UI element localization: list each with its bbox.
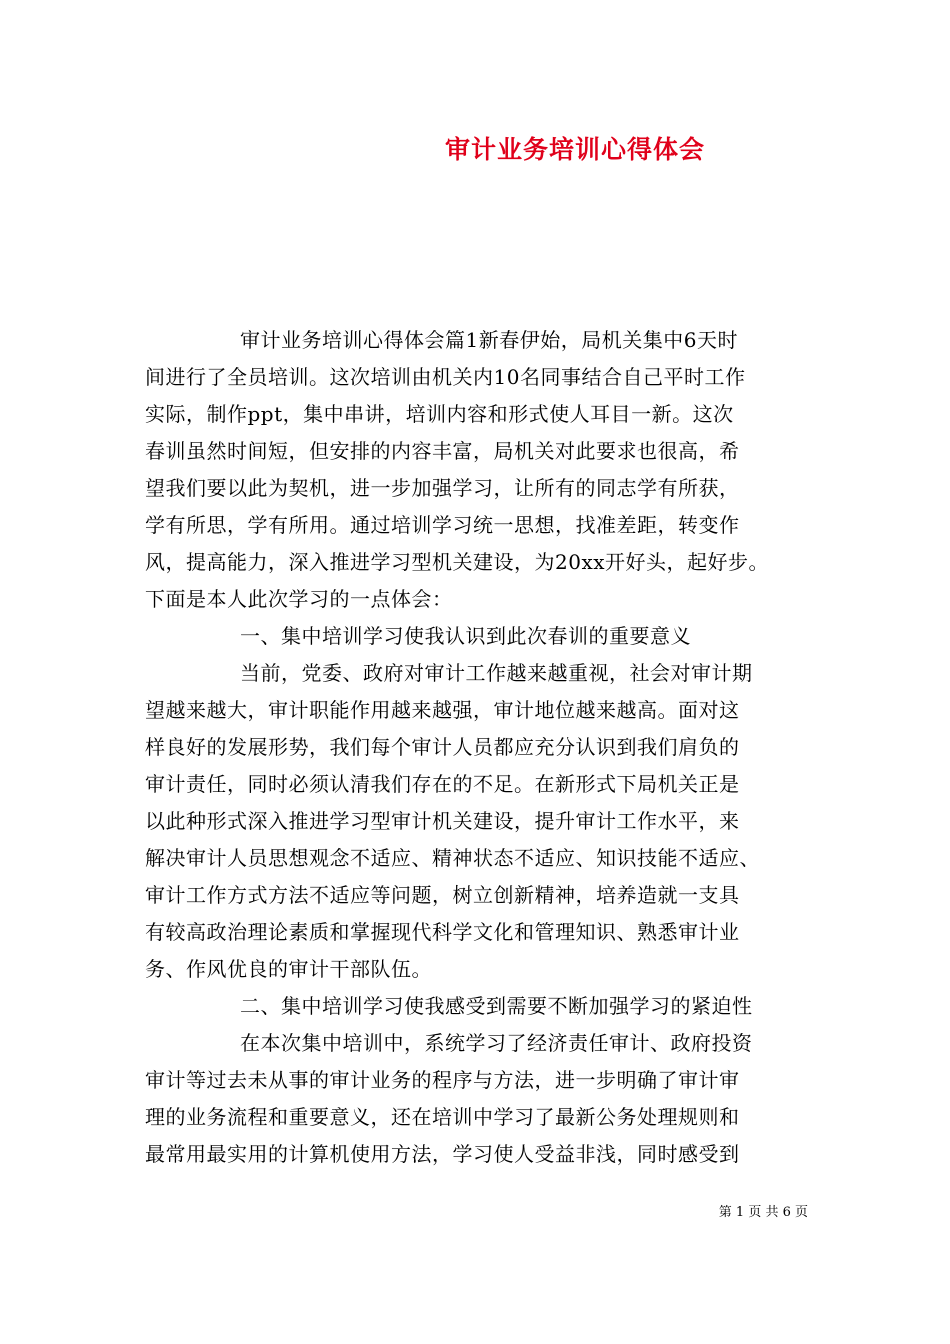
text-line: 审计责任，同时必须认清我们存在的不足。在新形式下局机关正是 bbox=[145, 772, 740, 796]
text-line: 间进行了全员培训。这次培训由机关内10名同事结合自己平时工作 bbox=[145, 365, 746, 389]
text-line: 春训虽然时间短，但安排的内容丰富，局机关对此要求也很高，希 bbox=[145, 439, 740, 463]
document-title: 审计业务培训心得体会 bbox=[444, 135, 705, 164]
page-number: 第 1 页 共 6 页 bbox=[718, 1205, 808, 1220]
text-line: 望我们要以此为契机，进一步加强学习，让所有的同志学有所获， bbox=[145, 476, 740, 500]
text-line: 以此种形式深入推进学习型审计机关建设，提升审计工作水平，来 bbox=[145, 809, 740, 833]
text-line: 当前，党委、政府对审计工作越来越重视，社会对审计期 bbox=[240, 661, 753, 685]
text-line: 一、集中培训学习使我认识到此次春训的重要意义 bbox=[240, 624, 691, 648]
text-line: 学有所思，学有所用。通过培训学习统一思想，找准差距，转变作 bbox=[145, 513, 740, 537]
document-title-block bbox=[0, 130, 950, 170]
text-line: 最常用最实用的计算机使用方法，学习使人受益非浅，同时感受到 bbox=[145, 1142, 740, 1166]
text-line: 审计业务培训心得体会篇1新春伊始，局机关集中6天时 bbox=[240, 328, 738, 352]
text-line: 在本次集中培训中，系统学习了经济责任审计、政府投资 bbox=[240, 1031, 753, 1055]
text-line: 理的业务流程和重要意义，还在培训中学习了最新公务处理规则和 bbox=[145, 1105, 740, 1129]
document-body bbox=[145, 322, 830, 1173]
text-line: 二、集中培训学习使我感受到需要不断加强学习的紧迫性 bbox=[240, 994, 753, 1018]
text-line: 下面是本人此次学习的一点体会： bbox=[145, 587, 453, 611]
text-line: 审计等过去未从事的审计业务的程序与方法，进一步明确了审计审 bbox=[145, 1068, 740, 1092]
text-line: 审计工作方式方法不适应等问题，树立创新精神，培养造就一支具 bbox=[145, 883, 740, 907]
text-line: 解决审计人员思想观念不适应、精神状态不适应、知识技能不适应、 bbox=[145, 846, 760, 870]
text-line: 务、作风优良的审计干部队伍。 bbox=[145, 957, 432, 981]
text-line: 风，提高能力，深入推进学习型机关建设，为20xx开好头，起好步。 bbox=[145, 550, 770, 574]
text-line: 实际，制作ppt，集中串讲，培训内容和形式使人耳目一新。这次 bbox=[145, 402, 734, 426]
text-line: 望越来越大，审计职能作用越来越强，审计地位越来越高。面对这 bbox=[145, 698, 740, 722]
text-line: 样良好的发展形势，我们每个审计人员都应充分认识到我们肩负的 bbox=[145, 735, 740, 759]
text-line: 有较高政治理论素质和掌握现代科学文化和管理知识、熟悉审计业 bbox=[145, 920, 740, 944]
